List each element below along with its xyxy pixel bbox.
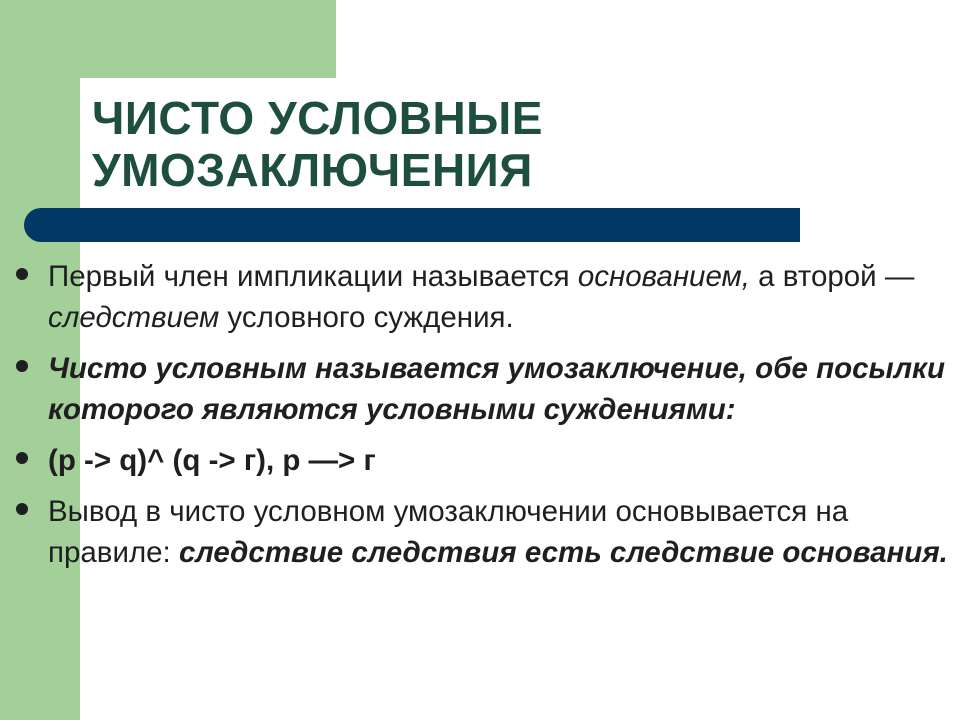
top-green-block [0,0,336,78]
text-run-italic: основанием, [577,260,750,293]
bullet-dot-icon [16,268,28,280]
bullet-dot-icon [16,360,28,372]
text-run: условного суждения. [219,301,514,334]
text-run: Вывод в чисто условном умозаключении основывается на правиле: [48,495,849,569]
title-line-1: ЧИСТО УСЛОВНЫЕ [92,92,543,144]
text-run-italic: следствием [48,301,220,334]
bullet-list [14,256,954,583]
bullet-item-4 [14,491,954,573]
bullet-item-2 [14,348,954,430]
bullet-item-1 [14,256,954,338]
title-underline-bar [24,208,800,242]
title-line-2: УМОЗАКЛЮЧЕНИЯ [92,144,533,196]
bullet-dot-icon [16,503,28,515]
formula: (р -> q)^ (q -> г), р —> г [48,444,376,477]
text-run: Первый член импликации называется [48,260,578,293]
bullet-item-3 [14,440,954,481]
text-run-bold-italic: Чисто условным называется умозаключение, обе посылки которого являются условными суждениями: [48,352,946,426]
text-run: а второй — [749,260,915,293]
slide-title [92,92,792,196]
bullet-dot-icon [16,452,28,464]
text-run-bold-italic: следствие следствия есть следствие основания. [178,536,948,569]
